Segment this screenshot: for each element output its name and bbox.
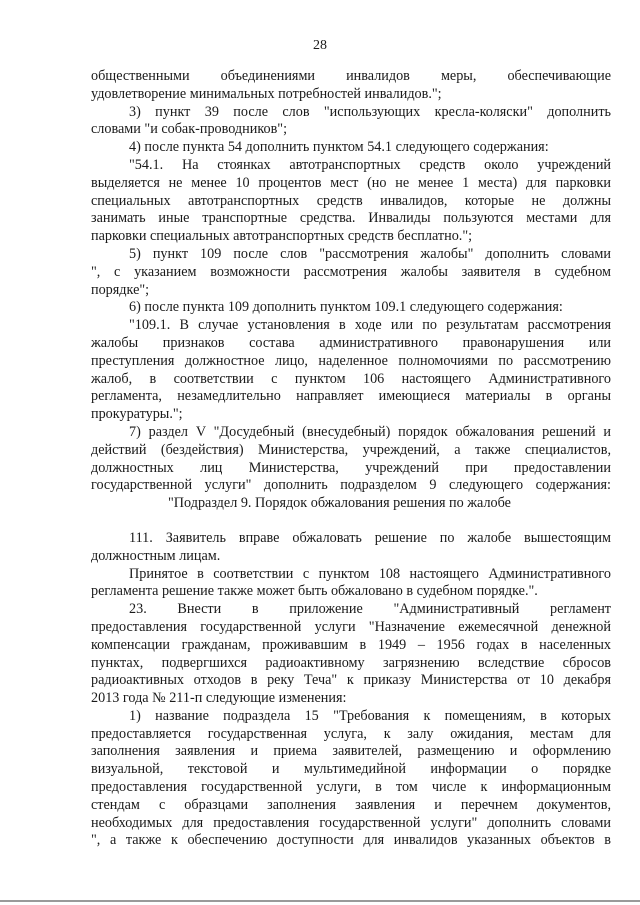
paragraph <box>91 139 611 157</box>
text-line: 4) после пункта 54 дополнить пунктом 54.1 следующего содержания: <box>129 139 549 156</box>
text-line: парковки специальных автотранспортных средств бесплатно."; <box>91 228 473 245</box>
text-line: прокуратуры."; <box>91 406 183 423</box>
paragraph <box>91 530 611 566</box>
paragraph <box>91 246 611 299</box>
page-number: 28 <box>313 38 327 53</box>
text-line: занимать иные транспортные средства. Инвалиды пользуются местами для <box>91 210 611 227</box>
text-line: ", с указанием возможности рассмотрения жалобы заявителя в судебном <box>91 263 611 280</box>
text-line: ", а также к обеспечению доступности для инвалидов указанных объектов в <box>91 832 611 849</box>
text-line: 2013 года № 211-п следующие изменения: <box>91 690 347 707</box>
text-line: предоставления государственной услуги, в том числе к информационным <box>91 779 611 796</box>
text-line: преступления должностное лицо, наделенное полномочиями по рассмотрению <box>91 352 611 369</box>
text-line: регламента, незамедлительно направляет имеющиеся материалы в органы <box>91 388 611 405</box>
text-line: специальных автотранспортных средств инвалидов, которые не должны <box>91 192 611 209</box>
text-line: 7) раздел V "Досудебный (внесудебный) порядок обжалования решений и <box>129 423 611 440</box>
text-line: предоставления государственной услуги "Назначение ежемесячной денежной <box>91 618 611 635</box>
text-line: 6) после пункта 109 дополнить пунктом 109.1 следующего содержания: <box>129 299 563 316</box>
text-line: должностным лицам. <box>91 547 221 564</box>
text-line: 1) название подраздела 15 "Требования к помещениям, в которых <box>129 707 611 724</box>
text-line: порядке"; <box>91 281 150 298</box>
paragraph-gap <box>91 513 611 530</box>
text-line: необходимых для предоставления государственной услуги" дополнить словами <box>91 814 611 831</box>
paragraph <box>91 317 611 424</box>
paragraph <box>91 104 611 140</box>
text-line: действий (бездействия) Министерства, учреждений, а также специалистов, <box>91 441 611 458</box>
text-line: словами "и собак-проводников"; <box>91 121 288 138</box>
paragraph <box>91 424 611 495</box>
text-line: предоставляется государственная услуга, к залу ожидания, местам для <box>91 725 611 742</box>
text-line: общественными объединениями инвалидов меры, обеспечивающие <box>91 68 611 84</box>
text-line: жалоб, в соответствии с пунктом 106 настоящего Административного <box>91 370 611 387</box>
paragraph <box>91 708 611 850</box>
text-line: государственной услуги" дополнить подразделом 9 следующего содержания: <box>91 477 611 494</box>
text-line: Принятое в соответствии с пунктом 108 настоящего Административного <box>129 565 611 582</box>
text-line: 3) пункт 39 после слов "использующих кресла-коляски" дополнить <box>129 103 611 120</box>
paragraph <box>91 566 611 602</box>
text-line: жалобы признаков состава административного правонарушения или <box>91 334 611 351</box>
text-line: пунктах, подвергшихся радиоактивному загрязнению вследствие сбросов <box>91 654 611 671</box>
paragraph <box>91 157 611 246</box>
paragraph <box>91 68 611 104</box>
text-line: компенсации гражданам, проживавшим в 1949 – 1956 годах в населенных <box>91 636 611 653</box>
paragraph <box>91 601 611 708</box>
text-line: должностных лиц Министерства, учреждений при предоставлении <box>91 459 611 476</box>
text-line: радиоактивных отходов в реку Теча" к приказу Министерства от 10 декабря <box>91 672 611 689</box>
text-line: визуальной, текстовой и мультимедийной информации о порядке <box>91 761 611 778</box>
text-line: удовлетворение минимальных потребностей инвалидов."; <box>91 85 442 102</box>
text-line: стендам с образцами заполнения заявления и перечнем документов, <box>91 796 611 813</box>
text-line: 23. Внести в приложение "Административный регламент <box>129 601 611 618</box>
text-line: заполнения заявления и приема заявителей, размещению и оформлению <box>91 743 611 760</box>
document-body <box>91 68 611 850</box>
text-line: "54.1. На стоянках автотранспортных средств около учреждений <box>129 156 611 173</box>
text-line: "109.1. В случае установления в ходе или по результатам рассмотрения <box>129 317 611 334</box>
paragraph <box>91 495 611 513</box>
text-line: 5) пункт 109 после слов "рассмотрения жалобы" дополнить словами <box>129 245 611 262</box>
text-line: 111. Заявитель вправе обжаловать решение по жалобе вышестоящим <box>129 529 611 546</box>
page-bottom-edge <box>0 900 640 902</box>
paragraph <box>91 299 611 317</box>
text-line: выделяется не менее 10 процентов мест (но не менее 1 места) для парковки <box>91 174 611 191</box>
text-line: "Подраздел 9. Порядок обжалования решения по жалобе <box>168 495 511 512</box>
text-line: регламента решение также может быть обжаловано в судебном порядке.". <box>91 583 538 600</box>
